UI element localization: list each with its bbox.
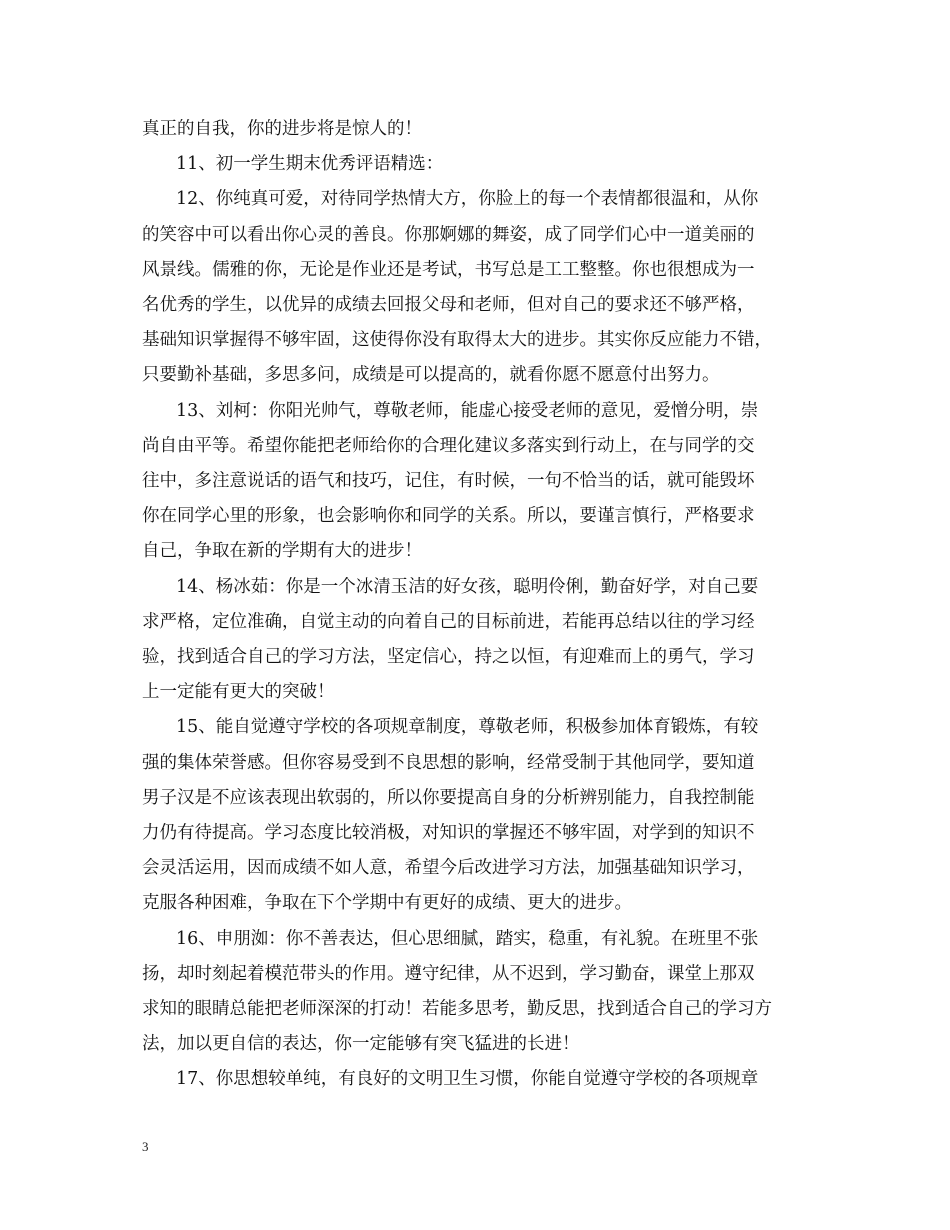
text-line: 的笑容中可以看出你心灵的善良。你那婀娜的舞姿，成了同学们心中一道美丽的 (142, 225, 755, 245)
text-line: 只要勤补基础，多思多问，成绩是可以提高的，就看你愿不愿意付出努力。 (142, 365, 720, 385)
text-line: 尚自由平等。希望你能把老师给你的合理化建议多落实到行动上，在与同学的交 (142, 436, 755, 456)
text-line: 扬，却时刻起着模范带头的作用。遵守纪律，从不迟到，学习勤奋，课堂上那双 (142, 964, 755, 984)
text-line: 16、申朋洳：你不善表达，但心思细腻，踏实，稳重，有礼貌。在班里不张 (176, 929, 759, 949)
text-line: 11、初一学生期末优秀评语精选： (176, 154, 444, 174)
text-line: 风景线。儒雅的你，无论是作业还是考试，书写总是工工整整。你也很想成为一 (142, 260, 755, 280)
text-line: 17、你思想较单纯，有良好的文明卫生习惯，你能自觉遵守学校的各项规章 (176, 1069, 759, 1089)
text-line: 基础知识掌握得不够牢固，这使得你没有取得太大的进步。其实你反应能力不错， (142, 330, 772, 350)
page-number: 3 (142, 1139, 149, 1154)
text-line: 求严格，定位准确，自觉主动的向着自己的目标前进，若能再总结以往的学习经 (142, 612, 755, 632)
text-line: 往中，多注意说话的语气和技巧，记住，有时候，一句不恰当的话，就可能毁坏 (142, 471, 755, 491)
text-line: 你在同学心里的形象，也会影响你和同学的关系。所以，要谨言慎行，严格要求 (142, 506, 755, 526)
text-line: 15、能自觉遵守学校的各项规章制度，尊敬老师，积极参加体育锻炼，有较 (176, 717, 759, 737)
text-line: 13、刘柯：你阳光帅气，尊敬老师，能虚心接受老师的意见，爱憎分明，崇 (176, 401, 759, 421)
text-line: 男子汉是不应该表现出软弱的，所以你要提高自身的分析辨别能力，自我控制能 (142, 788, 755, 808)
text-line: 克服各种困难，争取在下个学期中有更好的成绩、更大的进步。 (142, 893, 632, 913)
text-line: 验，找到适合自己的学习方法，坚定信心，持之以恒，有迎难而上的勇气，学习 (142, 647, 755, 667)
text-line: 强的集体荣誉感。但你容易受到不良思想的影响，经常受制于其他同学，要知道 (142, 753, 755, 773)
text-line: 14、杨冰茹：你是一个冰清玉洁的好女孩，聪明伶俐，勤奋好学，对自己要 (176, 577, 759, 597)
text-line: 自己，争取在新的学期有大的进步！ (142, 541, 422, 561)
text-line: 法，加以更自信的表达，你一定能够有突飞猛进的长进！ (142, 1034, 580, 1054)
text-line: 上一定能有更大的突破！ (142, 682, 335, 702)
text-line: 会灵活运用，因而成绩不如人意，希望今后改进学习方法，加强基础知识学习， (142, 858, 755, 878)
text-line: 名优秀的学生，以优异的成绩去回报父母和老师，但对自己的要求还不够严格， (142, 295, 755, 315)
text-line: 真正的自我，你的进步将是惊人的！ (142, 119, 422, 139)
text-line: 12、你纯真可爱，对待同学热情大方，你脸上的每一个表情都很温和，从你 (176, 189, 759, 209)
text-line: 力仍有待提高。学习态度比较消极，对知识的掌握还不够牢固，对学到的知识不 (142, 823, 755, 843)
text-line: 求知的眼睛总能把老师深深的打动！若能多思考，勤反思，找到适合自己的学习方 (142, 999, 772, 1019)
